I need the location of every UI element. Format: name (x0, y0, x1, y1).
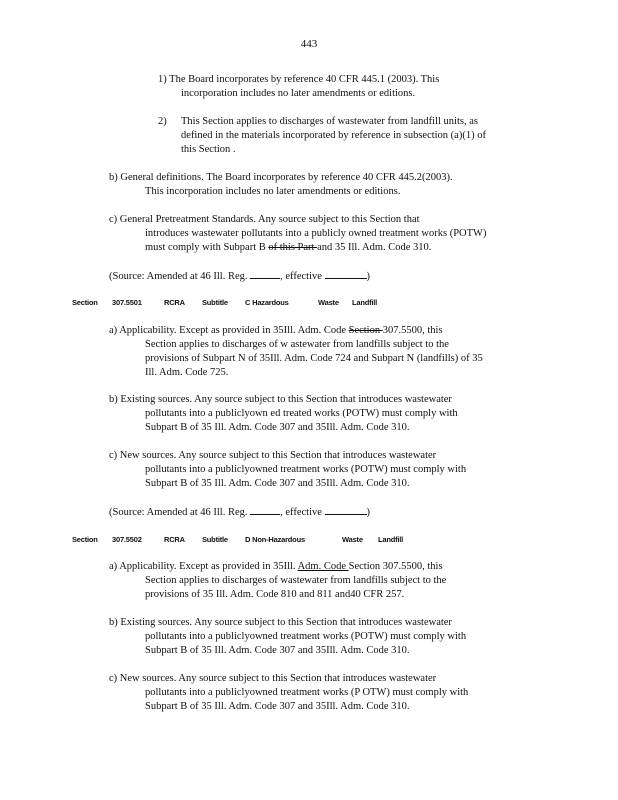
page-number: 443 (300, 38, 318, 50)
para-a1-line1: 1) The Board incorporates by reference 40 CFR 445.1 (2003). This (158, 74, 440, 85)
section-number: 307.5502 (112, 535, 142, 544)
blank-line (325, 269, 367, 279)
para-a2-line3: this Section . (181, 144, 236, 155)
s1-a-line1 (109, 324, 443, 338)
para-c-line3-b: and 35 Ill. Adm. Code 310. (317, 242, 432, 253)
s2-a-line2: Section applies to discharges of wastewater from landfills subject to the (145, 575, 447, 586)
section-label: Section (72, 298, 98, 307)
s1-b-line2: pollutants into a publiclyown ed treated works (POTW) must comply with (145, 408, 458, 419)
s1-a-line1-b: 307.5500, this (382, 325, 443, 336)
section-title-word: Subtitle (202, 535, 228, 544)
s2-b-line2: pollutants into a publiclyowned treatment works (POTW) must comply with (145, 631, 467, 642)
blank-line (250, 269, 280, 279)
section-title-word: Waste (318, 298, 339, 307)
s2-c-line3: Subpart B of 35 Ill. Adm. Code 307 and 35Ill. Adm. Code 310. (145, 701, 410, 712)
blank-line (250, 505, 280, 515)
para-c-line3 (145, 241, 431, 255)
para-b-line2: This incorporation includes no later amendments or editions. (145, 186, 401, 197)
para-c-line2: introduces wastewater pollutants into a publicly owned treatment works (POTW) (145, 228, 487, 239)
section-title-word: Subtitle (202, 298, 228, 307)
struck-text: of this Part (268, 242, 318, 253)
para-c-line3-a: must comply with Subpart B (145, 242, 269, 253)
s1-b-line1: b) Existing sources. Any source subject to this Section that introduces wastewater (109, 394, 452, 405)
source-note-2 (109, 505, 370, 520)
source-note-1-b: , effective (280, 271, 322, 282)
s2-b-line1: b) Existing sources. Any source subject to this Section that introduces wastewater (109, 617, 452, 628)
para-a2-line2: defined in the materials incorporated by reference in subsection (a)(1) of (181, 130, 486, 141)
section-title-word: C Hazardous (245, 298, 289, 307)
source-note-1-c: ) (366, 271, 371, 282)
s2-a-line1 (109, 560, 443, 574)
s1-c-line3: Subpart B of 35 Ill. Adm. Code 307 and 35Ill. Adm. Code 310. (145, 478, 410, 489)
section-label: Section (72, 535, 98, 544)
struck-text: Section (348, 325, 383, 336)
s1-c-line2: pollutants into a publiclyowned treatment works (POTW) must comply with (145, 464, 467, 475)
s2-b-line3: Subpart B of 35 Ill. Adm. Code 307 and 35Ill. Adm. Code 310. (145, 645, 410, 656)
source-note-2-c: ) (366, 507, 371, 518)
para-a2-line1: This Section applies to discharges of wastewater from landfill units, as (181, 116, 478, 127)
s1-b-line3: Subpart B of 35 Ill. Adm. Code 307 and 35Ill. Adm. Code 310. (145, 422, 410, 433)
section-title-word: RCRA (164, 535, 185, 544)
para-b-line1: b) General definitions. The Board incorporates by reference 40 CFR 445.2(2003). (109, 172, 453, 183)
para-c-line1: c) General Pretreatment Standards. Any source subject to this Section that (109, 214, 420, 225)
s1-a-line1-a: a) Applicability. Except as provided in 35Ill. Adm. Code (109, 325, 349, 336)
section-title-word: Landfill (378, 535, 404, 544)
section-title-word: RCRA (164, 298, 185, 307)
underlined-text: Adm. Code (297, 561, 349, 572)
s1-a-line3: provisions of Subpart N of 35Ill. Adm. Code 724 and Subpart N (landfills) of 35 (145, 353, 483, 364)
source-note-2-b: , effective (280, 507, 322, 518)
para-a2-number: 2) (158, 116, 167, 127)
section-number: 307.5501 (112, 298, 142, 307)
source-note-2-a: (Source: Amended at 46 Ill. Reg. (109, 507, 248, 518)
section-title-word: Waste (342, 535, 363, 544)
blank-line (325, 505, 367, 515)
source-note-1-a: (Source: Amended at 46 Ill. Reg. (109, 271, 248, 282)
s1-a-line4: Ill. Adm. Code 725. (145, 367, 229, 378)
s2-c-line2: pollutants into a publiclyowned treatment works (P OTW) must comply with (145, 687, 469, 698)
para-a1-line2: incorporation includes no later amendments or editions. (181, 88, 416, 99)
s1-a-line2: Section applies to discharges of w astewater from landfills subject to the (145, 339, 449, 350)
section-title-word: D Non-Hazardous (245, 535, 305, 544)
s2-a-line1-a: a) Applicability. Except as provided in 35Ill. (109, 561, 298, 572)
section-title-word: Landfill (352, 298, 378, 307)
source-note-1 (109, 269, 370, 284)
s2-c-line1: c) New sources. Any source subject to this Section that introduces wastewater (109, 673, 437, 684)
s1-c-line1: c) New sources. Any source subject to this Section that introduces wastewater (109, 450, 437, 461)
s2-a-line1-b: Section 307.5500, this (348, 561, 443, 572)
s2-a-line3: provisions of 35 Ill. Adm. Code 810 and 811 and40 CFR 257. (145, 589, 405, 600)
